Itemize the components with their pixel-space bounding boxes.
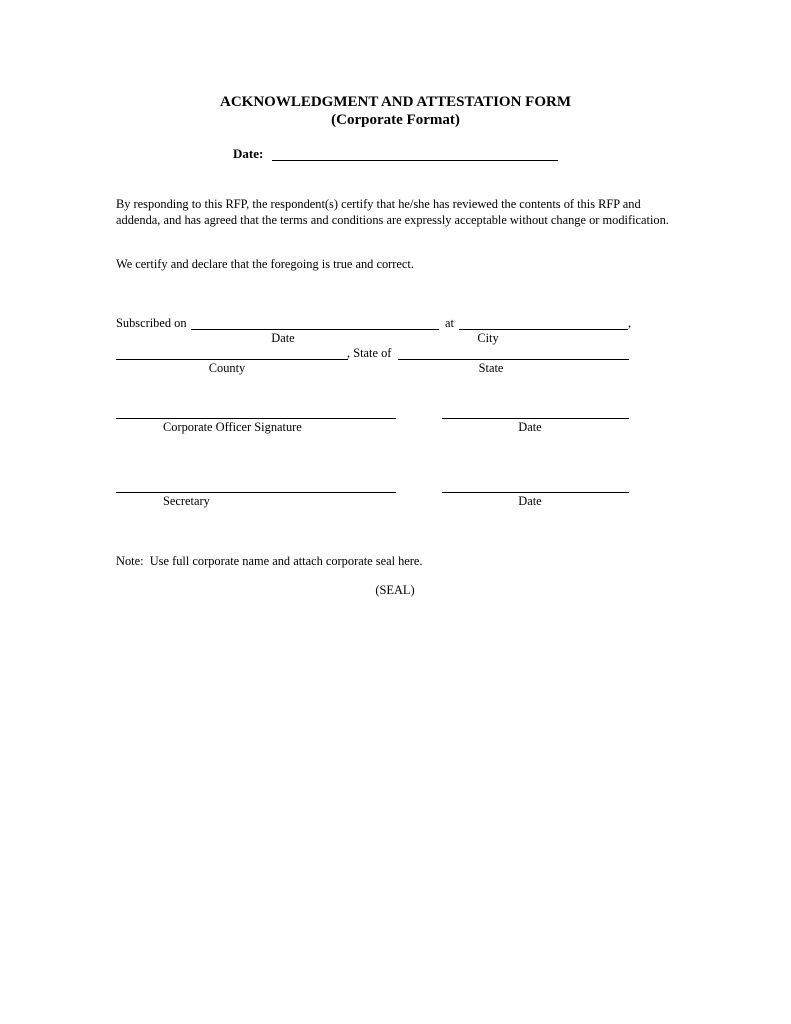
secretary-date-line[interactable] xyxy=(442,492,629,493)
state-of-label: , State of xyxy=(347,346,392,360)
officer-date-caption: Date xyxy=(518,420,542,434)
corporate-seal-note: Note: Use full corporate name and attach corporate seal here. xyxy=(116,554,423,568)
subscribed-on-label: Subscribed on xyxy=(116,316,187,330)
county-caption: County xyxy=(208,361,246,375)
form-subtitle: (Corporate Format) xyxy=(331,112,460,128)
state-line[interactable] xyxy=(398,359,629,360)
officer-signature-line[interactable] xyxy=(116,418,396,419)
certification-paragraph: By responding to this RFP, the respondent(s) certify that he/she has reviewed the contents of this RFP and addenda, and has agreed that the terms and conditions are expressly acceptable without change or modification. xyxy=(116,197,669,227)
date-label: Date: xyxy=(233,146,264,161)
date-line[interactable] xyxy=(272,160,558,161)
subscribed-date-line[interactable] xyxy=(191,329,439,330)
city-caption: City xyxy=(477,331,499,345)
city-comma: , xyxy=(628,316,632,330)
officer-signature-caption: Corporate Officer Signature xyxy=(163,420,302,434)
secretary-date-caption: Date xyxy=(518,494,542,508)
at-label: at xyxy=(445,316,454,330)
secretary-caption: Secretary xyxy=(163,494,210,508)
date-caption: Date xyxy=(271,331,295,345)
declaration-paragraph: We certify and declare that the foregoing is true and correct. xyxy=(116,257,414,271)
city-line[interactable] xyxy=(459,329,628,330)
seal-label: (SEAL) xyxy=(375,583,415,597)
county-line[interactable] xyxy=(116,359,348,360)
state-caption: State xyxy=(478,361,504,375)
officer-date-line[interactable] xyxy=(442,418,629,419)
secretary-signature-line[interactable] xyxy=(116,492,396,493)
form-title: ACKNOWLEDGMENT AND ATTESTATION FORM xyxy=(219,94,571,110)
